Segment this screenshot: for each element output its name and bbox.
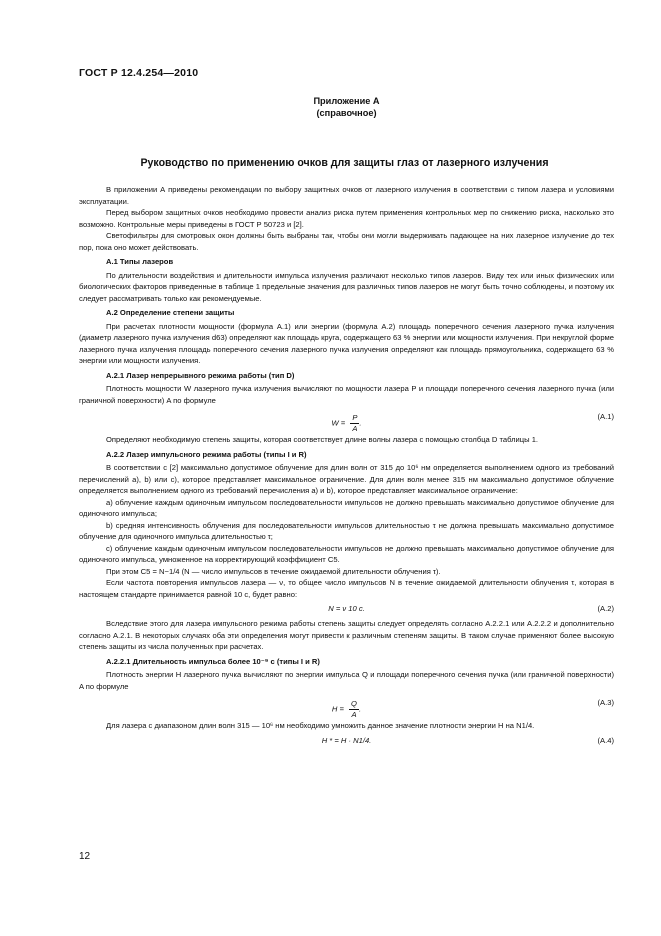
numerator: P <box>352 413 358 422</box>
paragraph: Перед выбором защитных очков необходимо провести анализ риска путем применения контрольных мер по снижению риска, насколько это возможно. Контрольные меры приведены в ГОСТ Р 50723 и [2]. <box>79 208 614 229</box>
section-heading: А.2.2.1 Длительность импульса более 10⁻⁹ с (типы I и R) <box>106 656 320 666</box>
paragraph: В приложении А приведены рекомендации по выбору защитных очков от лазерного излучения в соответствии с типом лазера и условиями эксплуатации. <box>79 185 614 206</box>
paragraph: В соответствии с [2] максимально допустимое облучение для длин волн от 315 до 10⁶ нм определяется выполнением одного из требований перечислений а), b) или c), которое представляет максимальное ограничение. Для длин волн менее 315 нм максимально допустимое облучение определяется выполнением одного из требований перечисления a) и b), которое представляет максимальное ограничение: <box>79 463 614 495</box>
section-heading: А.2.1 Лазер непрерывного режима работы (тип D) <box>106 370 295 380</box>
formula-a4: H * = H · N1/4. (А.4) <box>321 735 614 745</box>
list-item: c) облучение каждым одиночным импульсом последовательности импульсов не должно превышать максимально допустимое облучение для одиночного импульса, умноженное на корректирующий коэффициент C5. <box>79 543 614 564</box>
paragraph: Плотность мощности W лазерного пучка излучения вычисляют по мощности лазера P и площади поперечного сечения лазерного пучка (или граничной поверхности) A по формуле <box>79 384 614 405</box>
appendix-note: (справочное) <box>316 108 377 118</box>
formula-number: (А.4) <box>597 735 614 745</box>
appendix-title: Руководство по применению очков для защиты глаз от лазерного излучения <box>140 157 549 169</box>
paragraph: При этом C5 = N−1/4 (N — число импульсов в течение ожидаемой длительности облучения τ). <box>106 566 441 576</box>
formula-a1: W = $\frac{P}{A}$ . (А.1) <box>331 412 614 433</box>
paragraph: Плотность энергии H лазерного пучка вычисляют по энергии импульса Q и площади поперечного сечения пучка (или граничной поверхности) A по формуле <box>79 670 614 691</box>
paragraph: По длительности воздействия и длительности импульса излучения различают несколько типов лазеров. Виду тех или иных физических или биологических факторов приведенные в таблице 1 предельные значения для различных типов лазеров не могут быть точно соблюдены, и поэтому их следует рассматривать только как рекомендуемые. <box>79 270 614 303</box>
paragraph: Светофильтры для смотровых окон должны быть выбраны так, чтобы они могли выдерживать падающее на них лазерное излучение до тех пор, пока оно может действовать. <box>79 231 614 252</box>
paragraph: Вследствие этого для лазера импульсного режима работы степень защиты следует определять согласно А.2.2.1 или А.2.2.2 и дополнительно согласно А.2.1. В некоторых случаях оба эти определения могут привести к различным степеням защиты. В таком случае применяют более высокую степень защиты из числа полученных при расчетах. <box>79 619 614 651</box>
formula-lhs: H = <box>331 704 344 714</box>
document-body <box>79 184 614 750</box>
numerator: Q <box>351 699 357 708</box>
formula-number: (А.3) <box>597 698 614 707</box>
list-item: a) облучение каждым одиночным импульсом последовательности импульсов не должно превышать максимально допустимое облучение для одиночного импульса; <box>79 497 614 518</box>
document-code-header: ГОСТ Р 12.4.254—2010 <box>79 67 199 79</box>
denominator: A <box>351 710 357 719</box>
formula-fraction <box>349 699 359 720</box>
section-heading: А.1 Типы лазеров <box>106 257 174 266</box>
formula-number: (А.1) <box>597 412 614 421</box>
list-item: b) средняя интенсивность облучения для последовательности импульсов длительностью τ не должна превышать максимально допустимое облучение для одиночного импульса длительностью τ; <box>79 520 614 541</box>
formula-lhs: W = <box>331 418 346 428</box>
paragraph: Для лазера с диапазоном длин волн 315 — 10⁶ нм необходимо умножить данное значение плотности энергии H на N1/4. <box>106 721 535 730</box>
paragraph: Если частота повторения импульсов лазера — ν, то общее число импульсов N в течение ожидаемой длительности облучения τ, которая в настоящем стандарте принимается равной 10 с, будет равно: <box>79 578 614 599</box>
page-number: 12 <box>79 851 91 862</box>
formula-number: (А.2) <box>597 604 614 613</box>
section-heading: А.2 Определение степени защиты <box>106 308 235 317</box>
formula-a3: H = $\frac{Q}{A}$ . (А.3) <box>331 698 614 719</box>
denominator: A <box>352 424 358 433</box>
paragraph: Определяют необходимую степень защиты, которая соответствует длине волны лазера с помощью столбца D таблицы 1. <box>106 435 539 444</box>
formula-a2: N = ν 10 с. (А.2) <box>328 604 614 613</box>
paragraph: При расчетах плотности мощности (формула А.1) или энергии (формула А.2) площадь поперечного сечения лазерного пучка излучения (диаметр лазерного пучка излучения d63) определяют как площадь круга, содержащего 63 % энергии или мощности излучения. При некруглой форме лазерного пучка излучения площадь поперечного сечения лазерного пучка излучения определяют как площадь прямоугольника, содержащего 63 % энергии или мощности излучения. <box>79 321 614 365</box>
section-heading: А.2.2 Лазер импульсного режима работы (типы I и R) <box>106 449 307 459</box>
appendix-label: Приложение А <box>313 96 380 106</box>
